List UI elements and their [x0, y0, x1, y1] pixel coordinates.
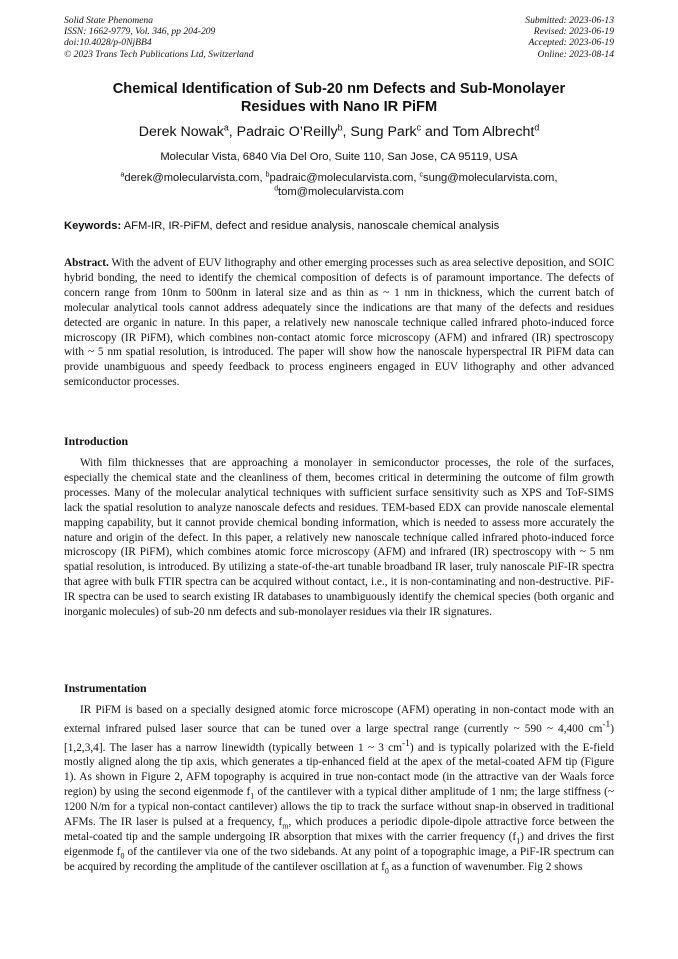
journal-header-left [64, 15, 254, 60]
paper-title [64, 80, 614, 116]
author-name: Sung Park [350, 124, 417, 140]
email-link[interactable]: padraic@molecularvista.com, [269, 172, 420, 184]
author-list [64, 123, 614, 141]
title-line-2: Residues with Nano IR PiFM [240, 99, 438, 115]
instrumentation-paragraph [64, 703, 614, 875]
section-heading-introduction: Introduction [64, 434, 129, 448]
email-link[interactable]: derek@molecularvista.com, [124, 172, 266, 184]
email-line-2 [64, 185, 614, 199]
section-heading-instrumentation: Instrumentation [64, 681, 147, 695]
keywords [64, 219, 614, 233]
accepted-date: Accepted: 2023-06-19 [528, 37, 614, 49]
author-emails [64, 171, 614, 199]
instr-text: IR PiFM is based on a specially designed atomic force microscope (AFM) operating in non-contact mode with an external infrared pulsed laser source that can be tuned over a large spectral range (currently ~ 590 ~ 4,400 cm [64, 704, 614, 735]
email-link[interactable]: tom@molecularvista.com [278, 186, 404, 198]
email-line-1 [64, 171, 614, 185]
introduction-paragraph: With film thicknesses that are approaching a monolayer in semiconductor processes, the role of the surfaces, especially the chemical state and the cleanliness of them, becomes critical in determining the outcome of film growth processes. Many of the molecular analytical techniques with sufficient surface sensitivity such as XPS and ToF-SIMS lack the spatial resolution to analyze nanoscale defects and residues. TEM-based EDX can provide nanoscale elemental mapping capability, but it cannot provide chemical bonding information, which is needed to assess more accurately the nature and origin of the defect. In this paper, a relatively new nanoscale technique called infrared photo-induced force microscopy (IR PiFM), which combines atomic force microscopy (AFM) and infrared (IR) spectroscopy with ~ 5 nm spatial resolution, is introduced. By utilizing a state-of-the-art tunable broadband IR laser, truly nanoscale PiF-IR spectra that agree with bulk FTIR spectra can be acquired without contact, i.e., it is non-contaminating and non-destructive. PiF-IR spectra can be used to search existing IR databases to unambiguously identify the chemical species (both organic and inorganic molecules) of sub-20 nm defects and sub-monolayer residues via their IR signatures. [64, 457, 614, 619]
email-mark: d [274, 185, 279, 193]
email-mark: c [419, 171, 424, 179]
author-mark: a [223, 122, 229, 133]
superscript: -1 [602, 719, 611, 730]
instr-text: ) and is typically polarized with the E-field mostly aligned along the tip axis, which generates a tip-enhanced field at the apex of the metal-coated AFM tip (Figure 1). As shown in Figure 2, AFM topography is acquired in true non-contact mode (in the attractive van der Waals force region) by using the second eigenmode f [64, 741, 614, 799]
submitted-date: Submitted: 2023-06-13 [525, 15, 614, 26]
keywords-label: Keywords: [64, 220, 122, 232]
superscript: -1 [401, 738, 410, 749]
subscript: 0 [120, 850, 125, 860]
author-name: Derek Nowak [138, 124, 224, 140]
revised-date: Revised: 2023-06-19 [533, 26, 614, 38]
subscript: 1 [250, 791, 255, 801]
author-mark: b [337, 122, 343, 133]
author-name: Padraic O’Reilly [236, 124, 338, 140]
author-separator: , [228, 124, 237, 140]
email-mark: b [265, 171, 270, 179]
issn-line: ISSN: 1662-9779, Vol. 346, pp 204-209 [64, 26, 216, 38]
instr-text: as a function of wavenumber. Fig 2 shows [388, 860, 583, 873]
subscript: 0 [384, 865, 389, 875]
subscript: 1 [516, 836, 521, 846]
keywords-text: AFM-IR, IR-PiFM, defect and residue analysis, nanoscale chemical analysis [121, 220, 500, 232]
instr-text: of the cantilever via one of the two sidebands. At any point of a topographic image, a PiF-IR spectrum can be acquired by recording the amplitude of the cantilever oscillation at f [64, 845, 614, 873]
instr-text: ) and drives the first eigenmode f [64, 830, 614, 858]
email-mark: a [120, 171, 125, 179]
abstract-text: With the advent of EUV lithography and other emerging processes such as area selective deposition, and SOIC hybrid bonding, the need to identify the chemical composition of defects is of paramount importance. The defects of concern range from 10nm to 500nm in lateral size and as thin as ~ 1 nm in thickness, which the current batch of molecular analytical tools cannot address adequately since the indications are that many of the defects and residues detected are organic in nature. In this paper, a relatively new nanoscale technique called infrared photo-induced force microscopy (IR PiFM), which combines non-contact atomic force microscopy (AFM) and infrared (IR) spectroscopy with ~ 5 nm spatial resolution, is introduced. The paper will show how the nanoscale hyperspectral IR PiFM data can provide unambiguous and speedy feedback to process engineers engaged in EUV lithography and other advanced semiconductor processes. [64, 257, 614, 389]
journal-header-right [525, 15, 614, 60]
journal-name: Solid State Phenomena [64, 15, 153, 26]
author-separator: and [421, 124, 453, 140]
author-name: Tom Albrecht [452, 124, 535, 140]
instr-text: of the cantilever with a typical dither amplitude of 1 nm; the large stiffness (~ 1200 N/m for a typical non-contact cantilever) allows the tip to track the surface without snap-in observed in traditional AFMs. The IR laser is pulsed at a frequency, f [64, 786, 614, 828]
author-separator: , [342, 124, 351, 140]
subscript: m [282, 821, 289, 831]
copyright-line: © 2023 Trans Tech Publications Ltd, Switzerland [64, 48, 254, 60]
email-link[interactable]: sung@molecularvista.com, [423, 172, 558, 184]
affiliation: Molecular Vista, 6840 Via Del Oro, Suite 110, San Jose, CA 95119, USA [160, 151, 518, 163]
online-date: Online: 2023-08-14 [537, 48, 614, 60]
abstract [64, 256, 614, 390]
abstract-label: Abstract. [64, 257, 109, 269]
doi-line: doi:10.4028/p-0NjBB4 [64, 37, 152, 49]
author-mark: d [534, 122, 540, 133]
author-mark: c [416, 122, 422, 133]
title-line-1: Chemical Identification of Sub-20 nm Defects and Sub-Monolayer [112, 81, 566, 97]
instr-text: , which produces a periodic dipole-dipole attractive force between the metal-coated tip and the sample undergoing IR absorption that mixes with the carrier frequency (f [64, 815, 614, 843]
instr-text: ) [1,2,3,4]. The laser has a narrow linewidth (typically between 1 ~ 3 cm [64, 722, 614, 754]
